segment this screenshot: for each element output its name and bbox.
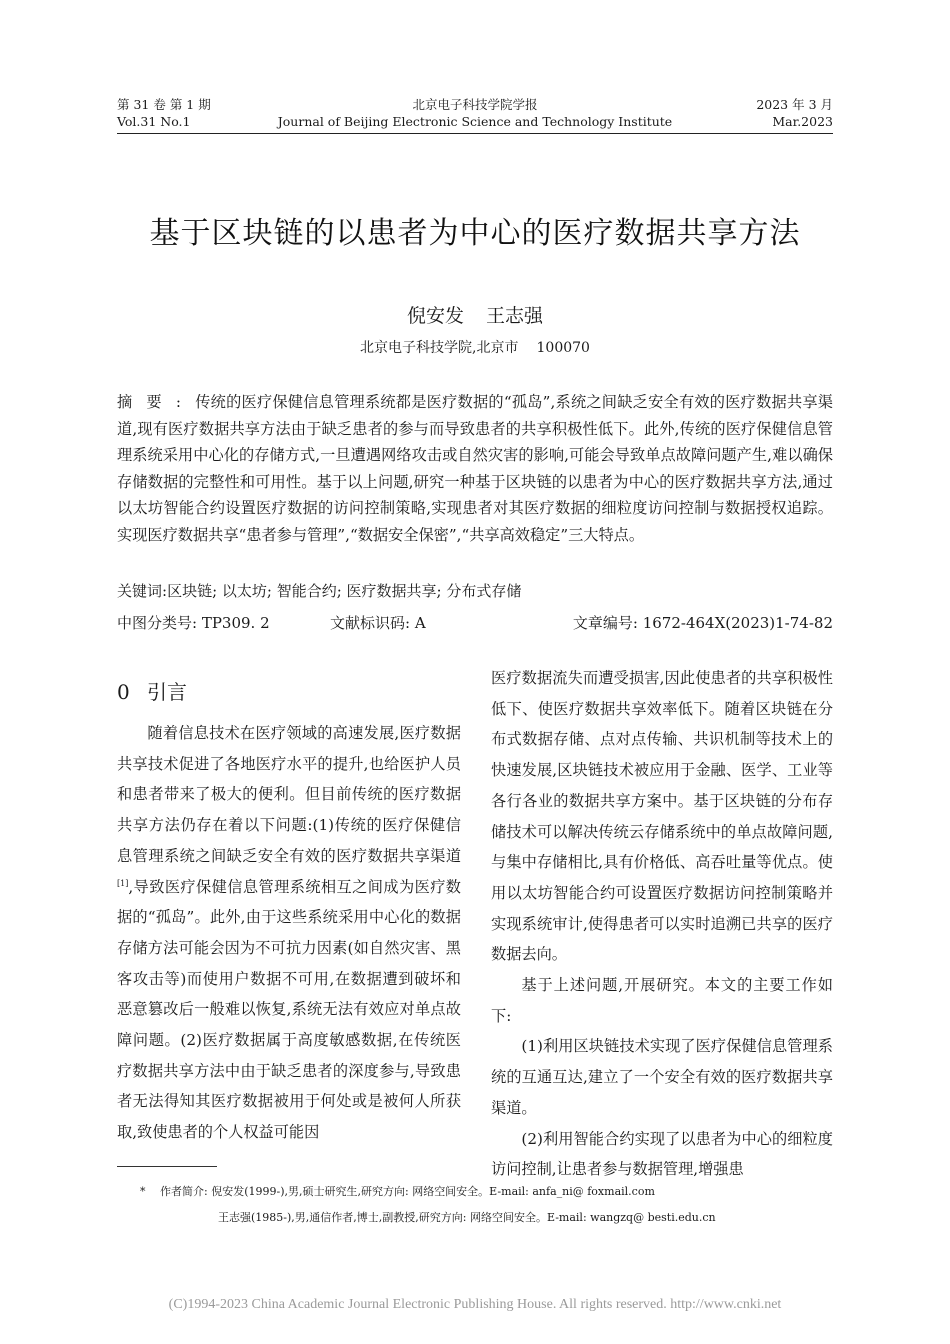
citation-ref: [1] (117, 878, 129, 888)
abstract (117, 389, 833, 548)
volume-cn: 第 31 卷 第 1 期 (117, 97, 211, 112)
paragraph: (2)利用智能合约实现了以患者为中心的细粒度访问控制,让患者参与数据管理,增强患 (491, 1129, 833, 1179)
paragraph-text: 随着信息技术在医疗领域的高速发展,医疗数据共享技术促进了各地医疗水平的提升,也给医护人员和患者带来了极大的便利。但目前传统的医疗数据共享方法仍存在着以下问题:(1)传统的医疗保健信息管理系统之间缺乏安全有效的医疗数据共享渠道 (117, 724, 461, 865)
keywords-text: 区块链; 以太坊; 智能合约; 医疗数据共享; 分布式存储 (167, 582, 522, 600)
section-heading (117, 676, 187, 705)
affiliation-name: 北京电子科技学院,北京市 (360, 340, 519, 356)
document-code: 文献标识码: A (330, 614, 426, 632)
author-list (60, 301, 890, 328)
date-en: Mar.2023 (772, 114, 833, 129)
affiliation-postcode: 100070 (536, 340, 590, 356)
date-cn: 2023 年 3 月 (756, 97, 833, 112)
section-number: 0 (117, 680, 130, 704)
footnote-text: 作者简介: 倪安发(1999-),男,硕士研究生,研究方向: 网络空间安全。E-mail: anfa_ni@ foxmail.com (160, 1185, 655, 1198)
header-divider (117, 133, 833, 134)
left-column (117, 718, 461, 1148)
article-number: 文章编号: 1672-464X(2023)1-74-82 (572, 614, 833, 632)
section-title: 引言 (147, 680, 187, 704)
volume-en: Vol.31 No.1 (117, 114, 191, 129)
copyright-notice: (C)1994-2023 China Academic Journal Electronic Publishing House. All rights reserved. http://www.cnki.net (168, 1297, 782, 1312)
affiliation (60, 337, 890, 357)
paragraph (117, 718, 461, 1148)
author-name: 王志强 (486, 305, 544, 327)
paragraph: 基于上述问题,开展研究。本文的主要工作如下: (491, 976, 833, 1025)
paragraph: 医疗数据流失而遭受损害,因此使患者的共享积极性低下、使医疗数据共享效率低下。随着区块链在分布式数据存储、点对点传输、共识机制等技术上的快速发展,区块链技术被应用于金融、医学、工业等各行各业的数据共享方案中。基于区块链的分布存储技术可以解决传统云存储系统中的单点故障问题,与集中存储相比,具有价格低、高吞吐量等优点。使用以太坊智能合约可设置医疗数据访问控制策略并实现系统审计,使得患者可以实时追溯已共享的医疗数据去向。 (491, 669, 833, 964)
paper-title: 基于区块链的以患者为中心的医疗数据共享方法 (149, 216, 801, 251)
header-date (630, 96, 833, 130)
abstract-label: 摘要: (117, 393, 195, 411)
footnote-author-2: 王志强(1985-),男,通信作者,博士,副教授,研究方向: 网络空间安全。E-mail: wangzq@ besti.edu.cn (218, 1211, 716, 1224)
paragraph: (1)利用区块链技术实现了医疗保健信息管理系统的互通互达,建立了一个安全有效的医疗数据共享渠道。 (491, 1037, 833, 1117)
clc-number: 中图分类号: TP309. 2 (117, 614, 270, 632)
abstract-text: 传统的医疗保健信息管理系统都是医疗数据的“孤岛”,系统之间缺乏安全有效的医疗数据共享渠道,现有医疗数据共享方法由于缺乏患者的参与而导致患者的共享积极性低下。此外,传统的医疗保健信息管理系统采用中心化的存储方式,一旦遭遇网络攻击或自然灾害的影响,可能会导致单点故障问题产生,难以确保存储数据的完整性和可用性。基于以上问题,研究一种基于区块链的以患者为中心的医疗数据共享方法,通过以太坊智能合约设置医疗数据的访问控制策略,实现患者对其医疗数据的细粒度访问控制与数据授权追踪。实现医疗数据共享“患者参与管理”,“数据安全保密”,“共享高效稳定”三大特点。 (117, 393, 833, 544)
right-column (491, 663, 833, 1185)
paragraph-text: ,导致医疗保健信息管理系统相互之间成为医疗数据的“孤岛”。此外,由于这些系统采用中心化的数据存储方法可能会因为不可抗力因素(如自然灾害、黑客攻击等)而使用户数据不可用,在数据遭到破坏和恶意篡改后一般难以恢复,系统无法有效应对单点故障问题。(2)医疗数据属于高度敏感数据,在传统医疗数据共享方法中由于缺乏患者的深度参与,导致患者无法得知其医疗数据被用于何处或是被何人所获取,致使患者的个人权益可能因 (117, 877, 461, 1142)
footnote-marker: * (140, 1185, 146, 1198)
header-volume (117, 96, 211, 130)
footnote-author-1 (140, 1184, 655, 1200)
footnote-divider (117, 1166, 217, 1167)
keywords (117, 580, 521, 601)
journal-cn: 北京电子科技学院学报 (412, 97, 538, 112)
author-name: 倪安发 (406, 305, 464, 327)
keywords-label: 关键词: (117, 582, 168, 600)
journal-en: Journal of Beijing Electronic Science and Technology Institute (277, 114, 673, 129)
